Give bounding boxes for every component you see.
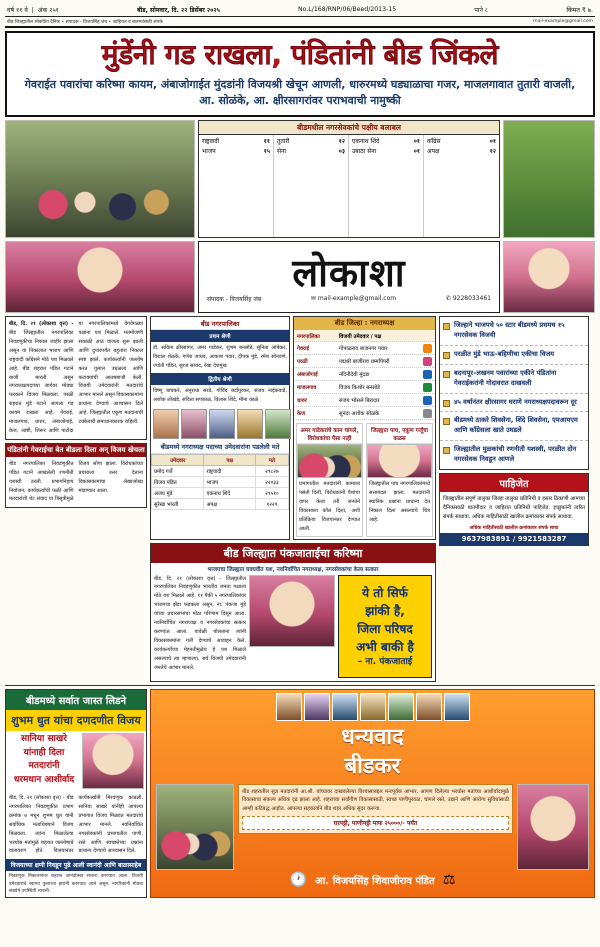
district-city: धारुर — [297, 398, 307, 405]
corporator-photo — [181, 409, 207, 439]
pahije-body: जिल्ह्यातील संपूर्ण तालुका जिल्हा तालुका प्रतिनिधी व हस्तर ठिकाणी आमच्या दैनिकासाठी बातमीदार व जाहिरात प्रतिनिधी पाहिजेत. इच्छुकांनी त्वरित संपर्क साधावा. अधिक माहितीसाठी खालील क्रमांकावर संपर्क साधावा. — [443, 495, 585, 520]
district-city: केज — [297, 411, 305, 418]
pages-count: पाने ८ — [474, 7, 489, 14]
thanks-line-2: बीडकर — [344, 754, 401, 780]
party-symbol-icon — [423, 357, 432, 366]
highlights-list — [439, 316, 589, 470]
party-symbol-icon — [423, 383, 432, 392]
leader-headshot — [332, 693, 358, 721]
leader-headshot — [416, 693, 442, 721]
left-column — [5, 316, 147, 682]
list-item — [440, 441, 588, 469]
dhut-footer-title: विजयाच्या क्षणी निवडून पुढे आली स्वानंदी आणि बाळासाहेब — [6, 859, 146, 871]
leader-headshot — [388, 693, 414, 721]
pandit-story — [5, 443, 147, 509]
tally-cell — [274, 135, 349, 237]
votes-table-title: बीडमध्ये नगराध्यक्ष पदाच्या उमेदवारांना पडलेली मते — [151, 441, 289, 454]
candidate-name: विजय पंडित — [152, 476, 204, 487]
box-a-body: प्रभागातील मतदारांनी कामाला पसंती दिली. विरोधकांनी पैशांचा वापर केला तरी जनतेने विकासाला कौल दिला, अशी प्रतिक्रिया विजयानंतर देण्यात आली. — [299, 481, 360, 532]
tally-party: अपक्ष — [427, 147, 440, 155]
candidate-votes: ९२२९ — [255, 498, 288, 509]
candidate-votes: २९५१० — [255, 487, 288, 498]
district-winner: नंदिनीदेवी मुंदडा — [339, 372, 370, 379]
headline-subtitle: गेवराईत पवारांचा करिष्मा कायम, अंबाजोगाईत मुंदडांनी विजयश्री खेचून आणली, धारुरमध्ये घड्याळाचा गजर, माजलगावात तुतारी वाजली, आ. सोळंके, आ. क्षीरसागरांवर पराभवाची नामुष्की — [24, 78, 576, 108]
tally-seats: ०३ — [338, 147, 345, 155]
tally-party: तुतारी — [277, 138, 290, 146]
place-date: बीड, सोमवार, दि. २२ डिसेंबर २०२५ — [137, 7, 220, 14]
corporator-photo-strip — [151, 407, 289, 441]
lead-story — [5, 316, 147, 440]
thanks-ad — [150, 689, 595, 898]
corporator-photo — [153, 409, 179, 439]
highlight-text: बीडमध्ये ठाकरे शिवसेना, शिंदे शिवसेना, एमआयएम आणि काँग्रेसला खाते उघडले — [454, 416, 578, 435]
corporators-grade2-title: द्वितीय श्रेणी — [151, 373, 289, 385]
party-tally-box — [198, 120, 500, 238]
middle-column — [150, 316, 436, 682]
pahije-title: पाहिजेत — [440, 474, 588, 492]
tally-party: काँग्रेस — [427, 138, 441, 146]
newspaper-logo — [198, 241, 500, 313]
box-b-photo — [367, 444, 432, 478]
karishma-subtitle: भाजपचा जिल्ह्यात घवघवीत यश, नवनिर्वाचित नगराध्यक्ष, नगरसेवकांचा केला सत्कार — [207, 566, 379, 573]
masthead-strip — [5, 4, 595, 17]
district-winner: गोपाळराव बाजनगर पवार — [339, 346, 388, 353]
district-results-panel — [293, 316, 436, 539]
logo-email: mail-example@gmail.com — [317, 295, 397, 303]
corporators-panel — [150, 316, 290, 539]
phone-icon: ✆ 9228033461 — [445, 295, 491, 303]
candidate-votes: २९८२७ — [255, 465, 288, 476]
district-city: गेवराई — [297, 346, 310, 353]
tally-seats: १२ — [338, 138, 345, 146]
leader-photo-right — [503, 241, 595, 313]
tally-cell — [349, 135, 424, 237]
bullet-square-icon — [443, 400, 450, 407]
thanks-line-1: धन्यवाद — [341, 725, 404, 750]
district-head-row — [294, 330, 435, 342]
photo-results-band — [5, 120, 595, 238]
box-b-body: जिल्ह्यातील पाच नगरपालिकांमध्ये सत्ताबदल झाला. मतदारांनी स्थानिक प्रश्नांना प्राधान्य देत निकाल दिला असल्याचे चित्र आहे. — [369, 481, 430, 523]
district-city: अंबाजोगाई — [297, 372, 318, 379]
corporator-photo — [265, 409, 291, 439]
district-row — [294, 342, 435, 355]
list-item — [440, 365, 588, 394]
clock-icon: 🕐 — [289, 871, 308, 888]
masthead-email: mail-example@gmail.com — [533, 19, 593, 24]
tally-seats: १२ — [489, 147, 496, 155]
candidate-party: एकनाथ शिंदे — [204, 487, 255, 498]
candidate-photo-right — [503, 120, 595, 238]
leader-headshot — [444, 693, 470, 721]
tally-cell — [199, 135, 274, 237]
votes-col-votes: मते — [255, 454, 288, 465]
dhut-headline-2: शुभम धुत यांचा दणदणीत विजय — [6, 710, 146, 731]
tally-cell — [424, 135, 499, 237]
district-row — [294, 355, 435, 368]
bullet-square-icon — [443, 418, 450, 425]
highlight-text: ४५ वर्षानंतर क्षीरसागर घराणे नगराध्यक्षपदावरून दूर — [454, 397, 577, 406]
tally-party: एकनाथ शिंदे — [352, 138, 380, 146]
district-results-title: बीड जिल्हा : नगराध्यक्ष — [294, 317, 435, 330]
votes-col-party: पक्ष — [204, 454, 255, 465]
candidate-party: राष्ट्रवादी — [204, 465, 255, 476]
promo-line: झांकी है, — [365, 603, 405, 618]
votes-table — [151, 454, 289, 510]
promo-line: ये तो सिर्फ — [362, 585, 408, 600]
table-row — [152, 476, 289, 487]
list-item — [440, 394, 588, 413]
bottom-area — [5, 689, 595, 898]
dateline: बीड, दि. २१ (लोकाशा वृत्त) - — [9, 321, 74, 328]
logo-row — [5, 241, 595, 313]
list-item — [440, 412, 588, 441]
tally-seats: ०१ — [413, 138, 420, 146]
main-candidate-photo — [156, 784, 234, 870]
dhut-footer-body: निवडणूक निकालानंतर शहरात आनंदोत्सव साजरा करण्यात आला. विजयी उमेदवारांचे स्वागत फुलांच्या हारांनी करण्यात आले असून, नागरिकांनी मोठ्या संख्येने उपस्थिती लावली. — [9, 874, 143, 895]
promo-quote — [338, 575, 432, 679]
party-symbol-icon — [423, 344, 432, 353]
red-line: मतदारांनी — [28, 761, 60, 771]
thanks-signature: आ. विजयसिंह शिवाजीराव पंडित — [315, 875, 435, 887]
candidate-party: भाजप — [204, 476, 255, 487]
bullet-square-icon — [443, 371, 450, 378]
registration-line — [5, 17, 595, 28]
candidate-votes: २२०३३ — [255, 476, 288, 487]
party-symbol-icon — [423, 370, 432, 379]
district-col-city: नगरपालिका — [297, 333, 320, 340]
district-row — [294, 368, 435, 381]
promo-line: जिला परिषद — [357, 621, 413, 636]
highlight-text: बदनापूर–लखनम पवारांच्या एकीने पंडितांना गेवराईकरांनी गोदावरात दाखवली — [454, 368, 557, 387]
main-headline-box — [5, 31, 595, 117]
dhut-headline-1: बीडमध्ये सर्वात जास्त लिडने — [6, 690, 146, 710]
tally-party: राष्ट्रवादी — [202, 138, 220, 146]
district-row — [294, 407, 435, 420]
candidate-name: अजय मुंडे — [152, 487, 204, 498]
corporators-title: बीड नगरपालिका — [151, 317, 289, 330]
table-row — [152, 498, 289, 509]
dhut-story — [5, 689, 147, 898]
district-winner: सुनंदा अशोक सोळंके — [339, 411, 380, 418]
karishma-body: बीड, दि. २१ (लोकाशा वृत्त) - जिल्ह्यातील नगरपालिका निवडणुकीत भारतीय जनता पक्षाला मोठे यश मिळाले आहे. ११ पैकी ५ नगरपालिकांवर भाजपचा झेंडा फडकला असून, ना. पंकजा मुंडे यांच्या प्रचारसभांचा मोठा परिणाम दिसून आला. नवनिर्वाचित नगराध्यक्ष व नगरसेवकांचा सत्कार करण्यात आला. यावेळी बोलताना त्यांनी विकासकामांना गती देण्याचे आवाहन केले. कार्यकर्त्यांच्या मेहनतीमुळेच हे यश मिळाले असल्याचे त्या म्हणाल्या. सर्व विजयी उमेदवारांनी जनतेचे आभार मानले. — [154, 575, 246, 671]
dhut-body: बीड, दि. २१ (लोकाशा वृत्त) - बीड नगरपालिका निवडणुकीत प्रभाग क्रमांक ७ मधून शुभम धुत यांनी सर्वाधिक मताधिक्याने विजय मिळवला. त्यांना मिळालेल्या भरघोस मतांमुळे शहरात जल्लोषाचे वातावरण होते. विजयानंतर कार्यकर्त्यांनी मिरवणूक काढली. सानिया साखरे यांनीही आपल्या प्रभागात विजय मिळवत मतदारांचे आभार मानले. नवनिर्वाचित नगरसेवकांनी प्रभागातील पाणी, रस्ते आणि स्वच्छतेच्या प्रश्नांना प्राधान्य देण्याचे आश्वासन दिले. — [9, 795, 143, 855]
box-a-title: अमर गाडेकरांचे काम चांगले, विरोधकांचा पैसा नाही — [297, 424, 362, 444]
promo-attribution: – ना. पंकजाताई — [357, 656, 413, 667]
section-divider — [5, 685, 595, 686]
thanks-body: बीड शहरातील सुज्ञ मतदारांनी आ.श्री. यांच्यावर दाखवलेल्या विश्वासाबद्दल मनःपूर्वक आभार. आपण दिलेल्या भरघोस मतांच्या आशीर्वादामुळे विकासाचा संकल्प अधिक दृढ झाला आहे. शहराच्या सर्वांगीण विकासासाठी, स्वच्छ पाणीपुरवठा, चांगले रस्ते, उद्याने आणि आरोग्य सुविधांसाठी आम्ही कटिबद्ध आहोत. आपल्या सहकार्याने बीड शहर अधिक सुंदर करूया. — [242, 788, 509, 812]
masthead-tagline: बीड जिल्ह्यातील लोकप्रिय दैनिक • संपादक - विजयसिंह जंब • जाहिरात व बातम्यांसाठी संपर्क — [7, 19, 163, 25]
party-symbol-icon — [423, 409, 432, 418]
tally-party: उबाठा सेना — [352, 147, 377, 155]
karishma-story — [150, 543, 436, 683]
volume-label: वर्ष ११ वे — [7, 7, 28, 14]
envelope-icon: ✉ mail-example@gmail.com — [310, 295, 397, 303]
table-row — [152, 487, 289, 498]
corporator-photo — [237, 409, 263, 439]
tally-seats: ०१ — [413, 147, 420, 155]
bullet-square-icon — [443, 323, 450, 330]
issue-label: अंक २५१ — [37, 7, 59, 14]
leader-headshot — [276, 693, 302, 721]
dhut-photo — [82, 733, 144, 789]
main-columns — [5, 316, 595, 682]
votes-col-candidate: उमेदवार — [152, 454, 204, 465]
tally-seats: ०१ — [489, 138, 496, 146]
volume-issue: वर्ष ११ वे | अंक २५१ — [7, 7, 59, 14]
red-line: सानिया साखरे — [21, 734, 67, 744]
district-row — [294, 381, 435, 394]
highlight-text: जिल्ह्यातील मुळकांची रणनीती यशस्वी, परळीत दोन नगरसेवक निवडून आणले — [454, 445, 577, 464]
corporators-grade2-list: विष्णू बाचकरे, अनुराधा सरडे, गोविंद बर्दापूरकर, संजय नाईकवाडे, अशोक लोखंडे, सविता सपकाळ, विलास शिंदे, मीना काळे — [153, 387, 287, 403]
highlight-text: जिल्हाने भाजपचे ५० स्टार बीडमध्ये प्रथमच १५ नगरसेवक विजयी — [454, 321, 565, 339]
corporators-grade1-title: प्रथम श्रेणी — [151, 330, 289, 342]
table-row — [152, 465, 289, 476]
party-tally-grid — [199, 135, 499, 237]
logo-phone: 9228033461 — [452, 295, 491, 303]
district-city: परळी — [297, 359, 308, 366]
box-a-photo — [297, 444, 362, 478]
district-col-winner: विजयी उमेदवार / पक्ष — [339, 333, 382, 340]
tally-party: भाजप — [202, 147, 216, 155]
pandit-story-body: बीड नगरपालिका निवडणुकीत पंडित गटाने आखलेली रणनीती यशस्वी ठरली. प्रभागनिहाय नियोजन, कार्यकर्त्यांची फळी आणि मतदारांशी थेट संवाद या त्रिसूत्रीमुळे विजय सोपा झाला. विरोधकांच्या प्रचाराला उत्तर देताना विकासकामांचा लेखाजोखा मांडण्यात आला. — [9, 460, 143, 503]
price-label: किंमत ₹ ७. — [566, 7, 593, 14]
lead-story-text: बीड जिल्ह्यातील नगरपालिका निवडणुकीचा निकाल जाहीर झाला असून या निकालात भाजप आणि राष्ट्रवादी काँग्रेसने मोठे यश मिळवले आहे. बीड शहरात पंडित गटाने बाजी मारली असून नगराध्यक्षपदाच्या जागेवर मोठ्या फरकाने विजय मिळवला. परळी शहरात मुंडे गटाने आपला गड कायम राखला आहे. गेवराई, माजलगाव, धारुर, अंबाजोगाई, केज, आष्टी, शिरूर आणि पाटोदा या नगरपालिकांमध्ये वेगवेगळ्या पक्षांना यश मिळाले. मतमोजणी सकाळी आठ वाजता सुरू झाली आणि दुपारपर्यंत बहुतांश निकाल स्पष्ट झाले. कार्यकर्त्यांनी जल्लोष करत गुलाल उधळला आणि फटाक्यांची आतषबाजी केली. विजयी उमेदवारांनी मतदारांचे आभार मानले असून विकासकामांना प्राधान्य देण्याचे आश्वासन दिले आहे. जिल्ह्यातील एकूण मतदानाची टक्केवारी समाधानकारक राहिली. — [9, 321, 143, 434]
right-column — [439, 316, 589, 682]
celebration-photo — [5, 120, 195, 238]
tally-seats: ११ — [263, 138, 270, 146]
karishma-title: बीड जिल्ह्यात पंकजाताईंचा करिष्मा — [151, 544, 435, 563]
leader-photo-strip — [151, 690, 594, 721]
bullet-square-icon — [443, 447, 450, 454]
logo-editor: संपादक - विजयसिंह जंब — [207, 295, 262, 303]
leader-photo-left — [5, 241, 195, 313]
list-item — [440, 346, 588, 365]
district-winner: पद्मश्री बाजीराव धम्मपिंपरी — [339, 359, 390, 366]
district-row — [294, 394, 435, 407]
pahije-note: अधिक माहितीसाठी खालील क्रमांकावर संपर्क साधा — [469, 525, 559, 531]
tally-party: सेना — [277, 147, 286, 155]
pahije-phone: 9637983891 / 9921583287 — [440, 533, 588, 545]
scales-icon: ⚖ — [442, 871, 456, 888]
lead-story-body — [9, 320, 143, 436]
corporators-grade1-list: डॉ. सविता क्षीरसागर, अमर गाडेकर, शुभम बनसोडे, सुनिता आंबेकर, विशाल शेळके, गणेश जाधव, आकाश पवार, दीपक मुंडे, रमेश सोनवणे, ज्योती पंडित, सुरज सय्यद, रेखा देशमुख — [153, 345, 287, 369]
box-b-title: जिल्ह्यात पाच, एकूण गर्जूंचा कळस — [367, 424, 432, 444]
party-tally-title: बीडमधील नगरसेवकांचे पक्षीय बलाबल — [199, 121, 499, 135]
district-winner: विजय किशोर बनसोडे — [339, 385, 381, 392]
second-candidate-photo — [517, 784, 589, 870]
pandit-story-title: पंडितांनी गेवराईचा बेत बीडला दिला अन् विजय खेचला — [6, 444, 146, 457]
leader-headshot — [304, 693, 330, 721]
leader-headshot — [360, 693, 386, 721]
highlight-text: परळीत मुंडे भाऊ–बहिणीचा एकीचा विजय — [454, 349, 555, 358]
candidate-name: प्रमोद गर्जे — [152, 465, 204, 476]
list-item — [440, 317, 588, 346]
bullet-square-icon — [443, 352, 450, 359]
logo-title: लोकाशा — [292, 250, 406, 295]
rni-number: No.L/168/RNP/06/Beed/2013-15 — [298, 6, 397, 13]
red-line: यांनाही दिला — [23, 747, 65, 758]
district-winner: संजय भोसले बिरादार — [339, 398, 380, 405]
dhut-red-text — [8, 733, 80, 789]
red-line: धरमधान आशीर्वाद — [13, 774, 75, 785]
tally-seats: १५ — [263, 147, 270, 155]
candidate-party: अपक्ष — [204, 498, 255, 509]
page-title: मुंडेंनी गड राखला, पंडितांनी बीड जिंकले — [101, 38, 499, 71]
district-city: माजलगाव — [297, 385, 317, 392]
party-symbol-icon — [423, 396, 432, 405]
pahije-ad — [439, 473, 589, 546]
thanks-promise: घरपट्टी, पाणीपट्टी माफ २५०००/- पर्यंत — [242, 816, 509, 830]
karishma-photo — [249, 575, 335, 647]
corporator-photo — [209, 409, 235, 439]
promo-line: अभी बाकी है — [356, 639, 414, 654]
candidate-name: सुरेखा भारती — [152, 498, 204, 509]
